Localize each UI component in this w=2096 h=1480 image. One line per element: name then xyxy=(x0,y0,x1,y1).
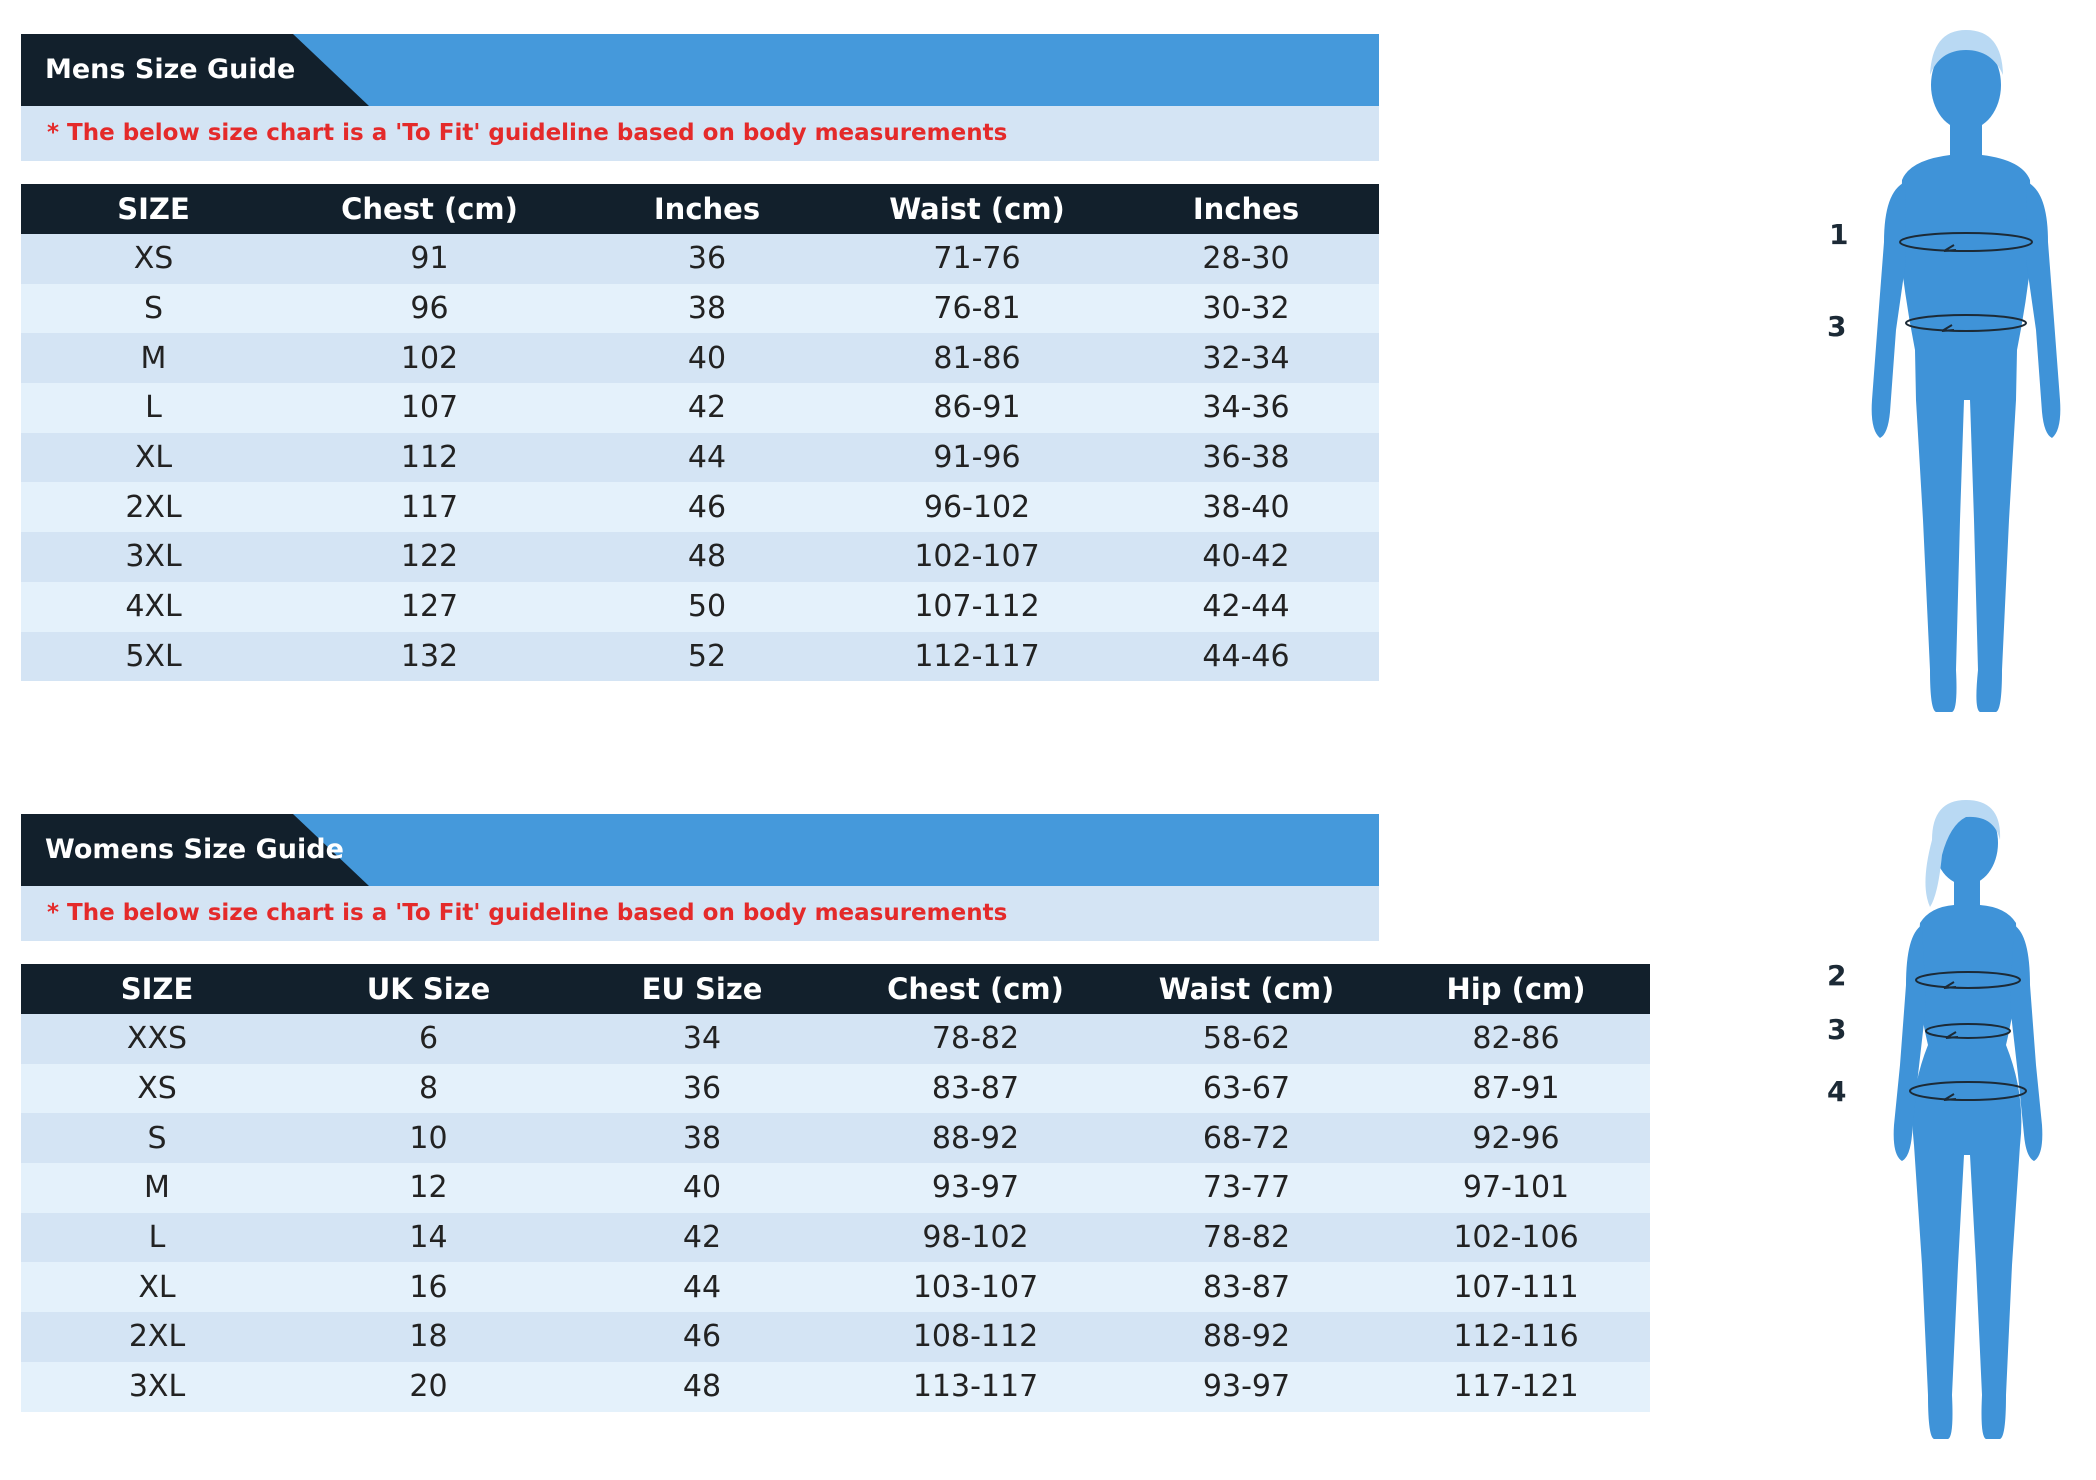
inches-cell: 48 xyxy=(573,532,841,582)
size-cell: S xyxy=(21,1113,293,1163)
inches-cell: 28-30 xyxy=(1113,234,1379,284)
waist-cell: 107-112 xyxy=(841,582,1113,632)
uk-size-cell: 16 xyxy=(293,1262,564,1312)
female-body-figure xyxy=(1780,795,2080,1455)
inches-cell: 34-36 xyxy=(1113,383,1379,433)
chest-cell: 103-107 xyxy=(840,1262,1111,1312)
eu-size-cell: 46 xyxy=(564,1312,840,1362)
size-cell: M xyxy=(21,1163,293,1213)
size-cell: 3XL xyxy=(21,1362,293,1412)
hip-cell: 92-96 xyxy=(1382,1113,1650,1163)
waist-cell: 71-76 xyxy=(841,234,1113,284)
inches-cell: 46 xyxy=(573,482,841,532)
mens-header-waist: Waist (cm) xyxy=(841,184,1113,234)
hip-cell: 97-101 xyxy=(1382,1163,1650,1213)
womens-header-chest: Chest (cm) xyxy=(840,964,1111,1014)
uk-size-cell: 14 xyxy=(293,1213,564,1263)
inches-cell: 40 xyxy=(573,333,841,383)
table-row xyxy=(21,582,1379,632)
female-silhouette-icon xyxy=(1780,795,2080,1455)
male-body-figure xyxy=(1780,20,2080,720)
chest-cell: 96 xyxy=(286,284,573,334)
uk-size-cell: 12 xyxy=(293,1163,564,1213)
table-row xyxy=(21,1262,1650,1312)
size-cell: XXS xyxy=(21,1014,293,1064)
womens-banner xyxy=(21,814,1379,886)
chest-cell: 113-117 xyxy=(840,1362,1111,1412)
uk-size-cell: 18 xyxy=(293,1312,564,1362)
size-cell: XL xyxy=(21,1262,293,1312)
eu-size-cell: 40 xyxy=(564,1163,840,1213)
chest-cell: 93-97 xyxy=(840,1163,1111,1213)
size-cell: L xyxy=(21,383,286,433)
inches-cell: 44 xyxy=(573,433,841,483)
waist-measure-label: 3 xyxy=(1827,310,1847,343)
womens-note: * The below size chart is a 'To Fit' guideline based on body measurements xyxy=(21,886,1379,941)
inches-cell: 42-44 xyxy=(1113,582,1379,632)
mens-banner xyxy=(21,34,1379,106)
table-row xyxy=(21,383,1379,433)
waist-cell: 91-96 xyxy=(841,433,1113,483)
mens-title: Mens Size Guide xyxy=(45,54,296,85)
table-row xyxy=(21,433,1379,483)
chest-cell: 91 xyxy=(286,234,573,284)
chest-measure-label: 1 xyxy=(1829,218,1849,251)
eu-size-cell: 38 xyxy=(564,1113,840,1163)
inches-cell: 50 xyxy=(573,582,841,632)
uk-size-cell: 10 xyxy=(293,1113,564,1163)
size-cell: XS xyxy=(21,1064,293,1114)
chest-cell: 98-102 xyxy=(840,1213,1111,1263)
chest-cell: 112 xyxy=(286,433,573,483)
waist-cell: 73-77 xyxy=(1111,1163,1382,1213)
hip-measure-label: 4 xyxy=(1827,1075,1847,1108)
waist-cell: 83-87 xyxy=(1111,1262,1382,1312)
waist-cell: 86-91 xyxy=(841,383,1113,433)
chest-cell: 78-82 xyxy=(840,1014,1111,1064)
womens-header-size: SIZE xyxy=(21,964,293,1014)
size-cell: 5XL xyxy=(21,632,286,682)
mens-header-chest: Chest (cm) xyxy=(286,184,573,234)
eu-size-cell: 48 xyxy=(564,1362,840,1412)
table-row xyxy=(21,482,1379,532)
inches-cell: 32-34 xyxy=(1113,333,1379,383)
waist-cell: 88-92 xyxy=(1111,1312,1382,1362)
inches-cell: 52 xyxy=(573,632,841,682)
chest-measure-label: 2 xyxy=(1827,959,1847,992)
womens-size-table xyxy=(21,964,1650,1412)
womens-header-uk-size: UK Size xyxy=(293,964,564,1014)
table-row xyxy=(21,1113,1650,1163)
mens-header-chest-inches: Inches xyxy=(573,184,841,234)
table-row xyxy=(21,1312,1650,1362)
chest-cell: 127 xyxy=(286,582,573,632)
chest-cell: 88-92 xyxy=(840,1113,1111,1163)
size-cell: L xyxy=(21,1213,293,1263)
womens-header-hip: Hip (cm) xyxy=(1382,964,1650,1014)
table-row xyxy=(21,1362,1650,1412)
chest-cell: 117 xyxy=(286,482,573,532)
uk-size-cell: 6 xyxy=(293,1014,564,1064)
waist-cell: 63-67 xyxy=(1111,1064,1382,1114)
size-cell: 3XL xyxy=(21,532,286,582)
waist-cell: 102-107 xyxy=(841,532,1113,582)
waist-cell: 58-62 xyxy=(1111,1014,1382,1064)
table-row xyxy=(21,284,1379,334)
size-cell: 4XL xyxy=(21,582,286,632)
uk-size-cell: 20 xyxy=(293,1362,564,1412)
womens-title: Womens Size Guide xyxy=(45,834,344,865)
mens-header-row xyxy=(21,184,1379,234)
eu-size-cell: 34 xyxy=(564,1014,840,1064)
chest-cell: 83-87 xyxy=(840,1064,1111,1114)
uk-size-cell: 8 xyxy=(293,1064,564,1114)
hip-cell: 107-111 xyxy=(1382,1262,1650,1312)
inches-cell: 30-32 xyxy=(1113,284,1379,334)
chest-cell: 107 xyxy=(286,383,573,433)
table-row xyxy=(21,632,1379,682)
hip-cell: 117-121 xyxy=(1382,1362,1650,1412)
inches-cell: 38 xyxy=(573,284,841,334)
inches-cell: 36 xyxy=(573,234,841,284)
table-row xyxy=(21,1014,1650,1064)
table-row xyxy=(21,234,1379,284)
mens-table-body xyxy=(21,234,1379,681)
eu-size-cell: 44 xyxy=(564,1262,840,1312)
womens-header-eu-size: EU Size xyxy=(564,964,840,1014)
womens-header-row xyxy=(21,964,1650,1014)
size-cell: M xyxy=(21,333,286,383)
table-row xyxy=(21,333,1379,383)
womens-header-waist: Waist (cm) xyxy=(1111,964,1382,1014)
inches-cell: 38-40 xyxy=(1113,482,1379,532)
mens-header-waist-inches: Inches xyxy=(1113,184,1379,234)
mens-header-size: SIZE xyxy=(21,184,286,234)
waist-cell: 68-72 xyxy=(1111,1113,1382,1163)
size-cell: XS xyxy=(21,234,286,284)
table-row xyxy=(21,1163,1650,1213)
size-cell: XL xyxy=(21,433,286,483)
waist-cell: 76-81 xyxy=(841,284,1113,334)
waist-cell: 96-102 xyxy=(841,482,1113,532)
chest-cell: 102 xyxy=(286,333,573,383)
mens-note: * The below size chart is a 'To Fit' guideline based on body measurements xyxy=(21,106,1379,161)
womens-table-body xyxy=(21,1014,1650,1412)
table-row xyxy=(21,532,1379,582)
inches-cell: 44-46 xyxy=(1113,632,1379,682)
inches-cell: 40-42 xyxy=(1113,532,1379,582)
waist-cell: 78-82 xyxy=(1111,1213,1382,1263)
eu-size-cell: 36 xyxy=(564,1064,840,1114)
hip-cell: 87-91 xyxy=(1382,1064,1650,1114)
hip-cell: 112-116 xyxy=(1382,1312,1650,1362)
size-cell: 2XL xyxy=(21,482,286,532)
waist-cell: 93-97 xyxy=(1111,1362,1382,1412)
hip-cell: 102-106 xyxy=(1382,1213,1650,1263)
inches-cell: 36-38 xyxy=(1113,433,1379,483)
size-cell: 2XL xyxy=(21,1312,293,1362)
size-cell: S xyxy=(21,284,286,334)
male-silhouette-icon xyxy=(1780,20,2080,720)
chest-cell: 122 xyxy=(286,532,573,582)
waist-measure-label: 3 xyxy=(1827,1013,1847,1046)
chest-cell: 132 xyxy=(286,632,573,682)
inches-cell: 42 xyxy=(573,383,841,433)
eu-size-cell: 42 xyxy=(564,1213,840,1263)
waist-cell: 112-117 xyxy=(841,632,1113,682)
hip-cell: 82-86 xyxy=(1382,1014,1650,1064)
table-row xyxy=(21,1213,1650,1263)
chest-cell: 108-112 xyxy=(840,1312,1111,1362)
mens-size-table xyxy=(21,184,1379,681)
table-row xyxy=(21,1064,1650,1114)
waist-cell: 81-86 xyxy=(841,333,1113,383)
